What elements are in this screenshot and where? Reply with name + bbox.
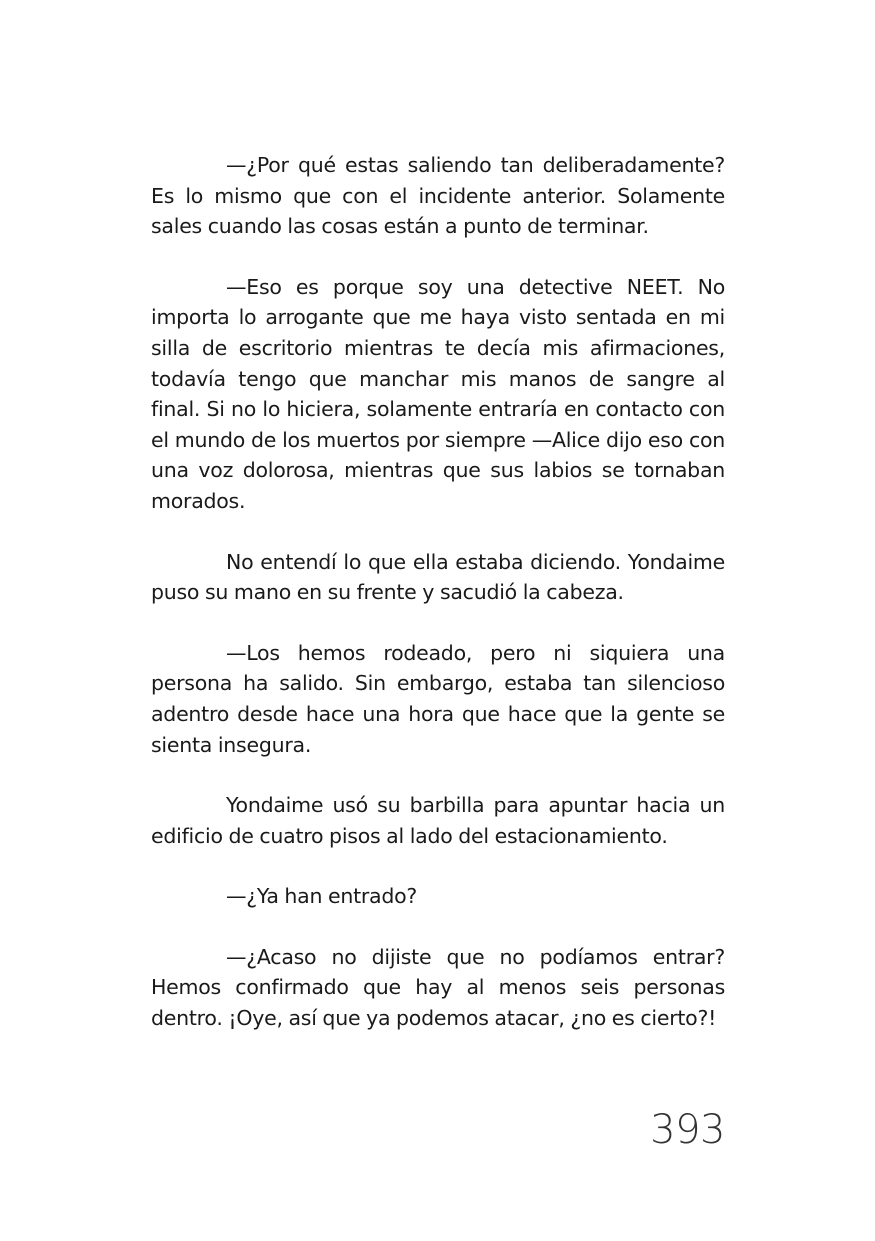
paragraph-1: —¿Por qué estas saliendo tan deliberadamente? Es lo mismo que con el incidente anterior. Solamente sales cuando las cosas están a punto de terminar. xyxy=(151,153,725,239)
paragraph-5: Yondaime usó su barbilla para apuntar hacia un edificio de cuatro pisos al lado del estacionamiento. xyxy=(151,793,725,848)
body-text xyxy=(151,150,725,1064)
paragraph-4: —Los hemos rodeado, pero ni siquiera una persona ha salido. Sin embargo, estaba tan silencioso adentro desde hace una hora que hace que la gente se sienta insegura. xyxy=(151,640,725,757)
paragraph-6: —¿Ya han entrado? xyxy=(226,884,418,909)
paragraph-2: —Eso es porque soy una detective NEET. No importa lo arrogante que me haya visto sentada en mi silla de escritorio mientras te decía mis afirmaciones, todavía tengo que manchar mis manos de sangre al final. Si no lo hiciera, solamente entraría en contacto con el mundo de los muertos por siempre —Alice dijo eso con una voz dolorosa, mientras que sus labios se tornaban morados. xyxy=(151,274,725,513)
paragraph-3: No entendí lo que ella estaba diciendo. Yondaime puso su mano en su frente y sacudió la cabeza. xyxy=(151,549,725,605)
paragraph-7: —¿Acaso no dijiste que no podíamos entrar? Hemos confirmado que hay al menos seis personas dentro. ¡Oye, así que ya podemos atacar, ¿no es cierto?! xyxy=(151,944,725,1031)
page-number: 393 xyxy=(650,1107,725,1153)
